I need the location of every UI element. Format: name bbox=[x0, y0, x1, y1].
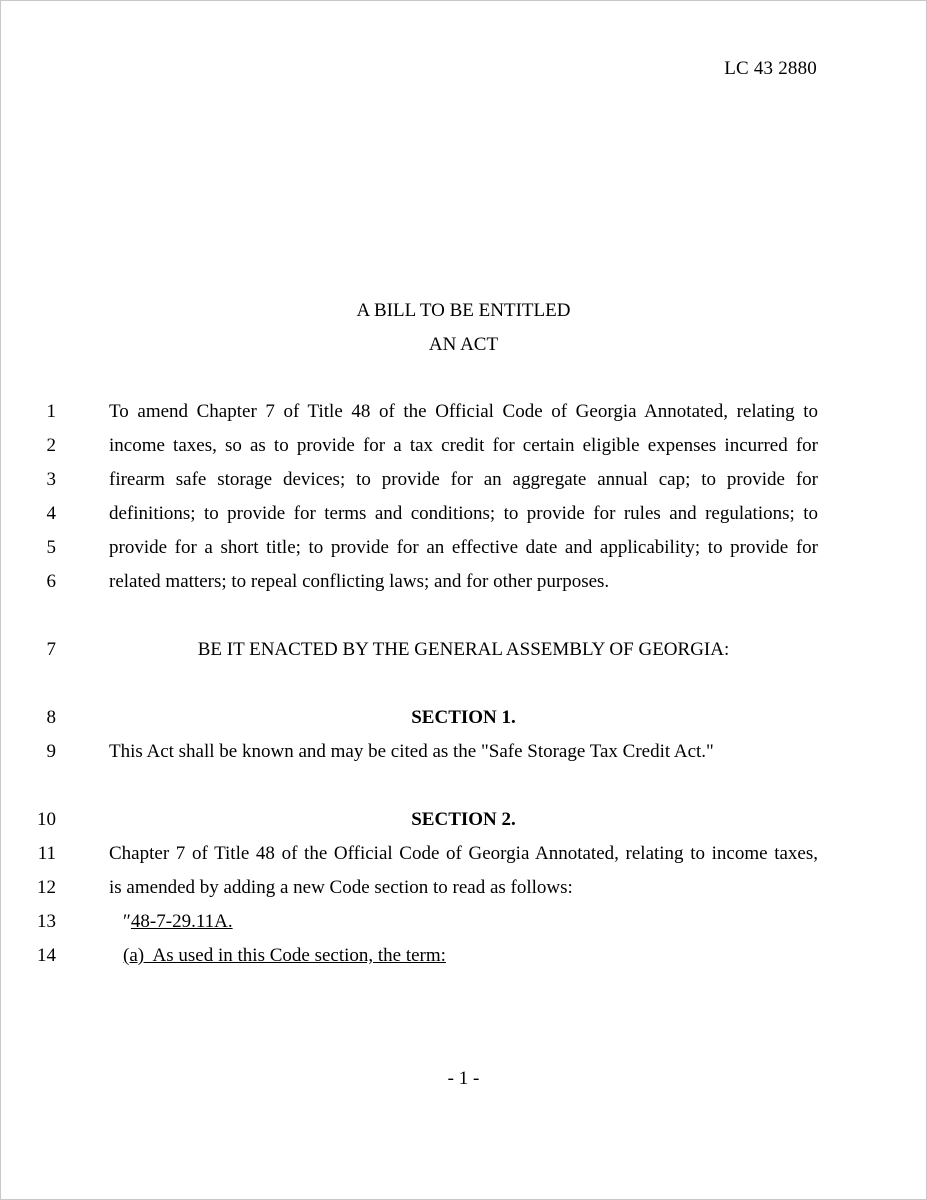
line-text: This Act shall be known and may be cited as the "Safe Storage Tax Credit Act." bbox=[109, 741, 714, 762]
bill-line bbox=[0, 907, 927, 937]
line-number: 4 bbox=[46, 503, 56, 524]
line-number: 6 bbox=[46, 571, 56, 592]
line-number: 10 bbox=[37, 809, 56, 830]
line-text: related matters; to repeal conflicting laws; and for other purposes. bbox=[109, 571, 610, 592]
bill-line bbox=[0, 533, 927, 563]
bill-line bbox=[0, 567, 927, 597]
line-text: income taxes, so as to provide for a tax credit for certain eligible expenses incurred for bbox=[109, 435, 818, 456]
open-quote-mark: ″ bbox=[123, 911, 131, 932]
line-text: Chapter 7 of Title 48 of the Official Code of Georgia Annotated, relating to income taxes, bbox=[109, 843, 818, 864]
bill-line bbox=[0, 703, 927, 733]
line-number: 13 bbox=[37, 911, 56, 932]
code-section-text: 48-7-29.11A. bbox=[130, 911, 233, 932]
line-text: To amend Chapter 7 of Title 48 of the Official Code of Georgia Annotated, relating to bbox=[109, 401, 818, 422]
bill-line bbox=[0, 737, 927, 767]
section-heading: SECTION 2. bbox=[411, 809, 516, 830]
line-text: is amended by adding a new Code section to read as follows: bbox=[109, 877, 573, 898]
line-number: 14 bbox=[37, 945, 56, 966]
line-number: 9 bbox=[46, 741, 56, 762]
bill-heading: A BILL TO BE ENTITLED bbox=[356, 300, 571, 321]
act-heading: AN ACT bbox=[428, 334, 499, 355]
bill-line bbox=[0, 465, 927, 495]
line-number: 11 bbox=[37, 843, 56, 864]
bill-line bbox=[0, 397, 927, 427]
line-text: (a) As used in this Code section, the term: bbox=[123, 945, 446, 966]
document-id: LC 43 2880 bbox=[724, 58, 817, 79]
line-number: 1 bbox=[46, 401, 56, 422]
bill-line bbox=[0, 499, 927, 529]
page-number: - 1 - bbox=[447, 1068, 480, 1089]
line-number: 7 bbox=[46, 639, 56, 660]
line-text: definitions; to provide for terms and conditions; to provide for rules and regulations; to bbox=[109, 503, 818, 524]
line-number: 8 bbox=[46, 707, 56, 728]
line-number: 3 bbox=[46, 469, 56, 490]
line-number: 5 bbox=[46, 537, 56, 558]
enacting-clause: BE IT ENACTED BY THE GENERAL ASSEMBLY OF GEORGIA: bbox=[197, 639, 730, 660]
bill-line bbox=[0, 635, 927, 665]
line-number: 2 bbox=[46, 435, 56, 456]
bill-line bbox=[0, 839, 927, 869]
code-section-number bbox=[123, 907, 832, 937]
bill-line bbox=[0, 805, 927, 835]
line-text: provide for a short title; to provide for an effective date and applicability; to provide for bbox=[109, 537, 818, 558]
line-number: 12 bbox=[37, 877, 56, 898]
bill-line bbox=[0, 873, 927, 903]
bill-line bbox=[0, 941, 927, 971]
line-text: firearm safe storage devices; to provide for an aggregate annual cap; to provide for bbox=[109, 469, 818, 490]
bill-line bbox=[0, 431, 927, 461]
section-heading: SECTION 1. bbox=[411, 707, 516, 728]
